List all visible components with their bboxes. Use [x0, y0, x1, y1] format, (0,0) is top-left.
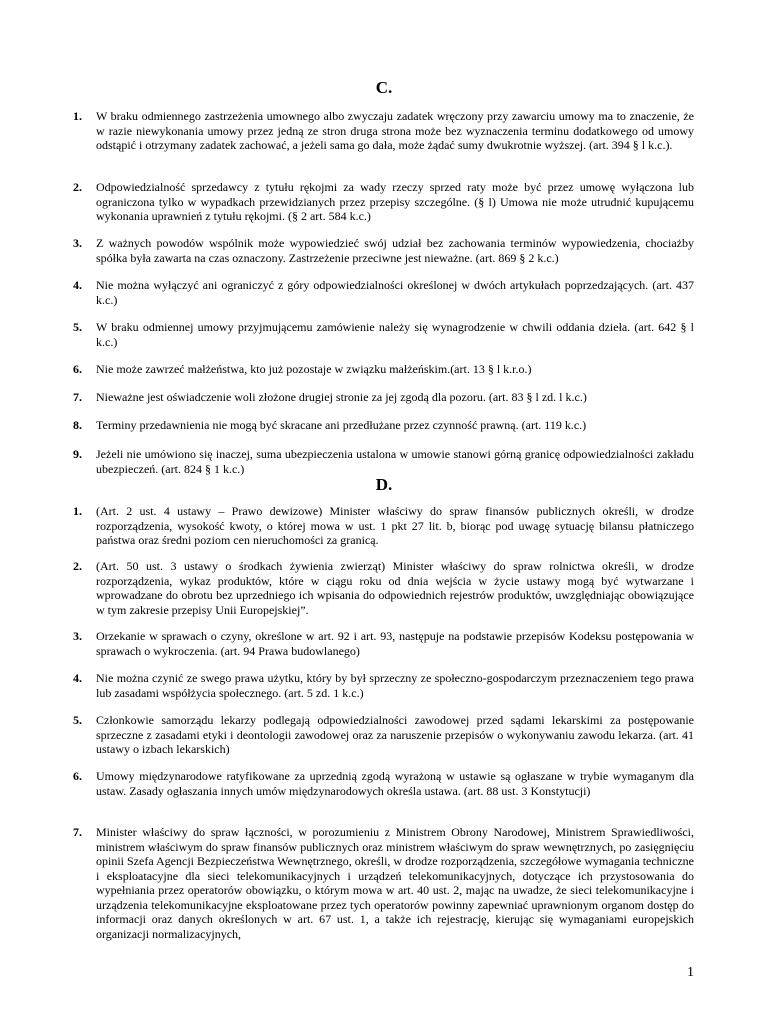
item-number: 7. — [73, 390, 82, 404]
item-text: Orzekanie w sprawach o czyny, określone w art. 92 i art. 93, następuje na podstawie przepisów Kodeksu postępowania w sprawach o wykroczenia. (art. 94 Prawa budowlanego) — [96, 629, 694, 658]
section-title-d: D. — [375, 475, 393, 494]
item-number: 4. — [73, 278, 82, 292]
item-number: 9. — [73, 447, 82, 461]
item-number: 1. — [73, 504, 82, 518]
item-text: W braku odmiennej umowy przyjmującemu zamówienie należy się wynagrodzenie w chwili oddania dzieła. (art. 642 § l k.c.) — [96, 320, 694, 349]
item-text: Umowy międzynarodowe ratyfikowane za uprzednią zgodą wyrażoną w ustawie są ogłaszane w trybie wymaganym dla ustaw. Zasady ogłaszania innych umów międzynarodowych określa ustawa. (art. 88 ust. 3 Konstytucji) — [96, 769, 694, 798]
item-text: Jeżeli nie umówiono się inaczej, suma ubezpieczenia ustalona w umowie stanowi górną granicę odpowiedzialności zakładu ubezpieczeń. (art. 824 § 1 k.c.) — [96, 447, 694, 476]
item-number: 6. — [73, 362, 82, 376]
item-text: Nie można wyłączyć ani ograniczyć z góry odpowiedzialności określonej w dwóch artykułach poprzedzających. (art. 437 k.c.) — [96, 278, 694, 307]
item-text: Odpowiedzialność sprzedawcy z tytułu rękojmi za wady rzeczy sprzed raty może być przez umowę wyłączona lub ograniczona tylko w wypadkach przewidzianych przez przepisy szczególne. (§ l) Umowa nie może utrudnić kupującemu wykonania uprawnień z tytułu rękojmi. (§ 2 art. 584 k.c.) — [96, 180, 694, 223]
section-title-c: C. — [375, 78, 393, 97]
item-text: Minister właściwy do spraw łączności, w porozumieniu z Ministrem Obrony Narodowej, Ministrem Sprawiedliwości, ministrem właściwym do spraw finansów publicznych oraz ministrem właściwym do spraw wewnętrznych, po zasięgnięciu opinii Szefa Agencji Bezpieczeństwa Wewnętrznego, określi, w drodze rozporządzenia, szczegółowe wymagania techniczne i eksploatacyjne dla sieci telekomunikacyjnych i urządzeń telekomunikacyjnych, dotyczące ich przystosowania do wypełniania przez operatorów obowiązku, o którym mowa w art. 40 ust. 2, mając na uwadze, że sieci telekomunikacyjne i urządzenia telekomunikacyjne eksploatowane przez tych operatorów powinny zapewniać uprawnionym organom dostęp do informacji oraz danych określonych w art. 67 ust. 1, a także ich rejestrację, kierując się wymaganiami europejskich organizacji normalizacyjnych, — [96, 825, 694, 941]
item-text: Nieważne jest oświadczenie woli złożone drugiej stronie za jej zgodą dla pozoru. (art. 83 § l zd. l k.c.) — [96, 390, 587, 404]
item-number: 2. — [73, 559, 82, 573]
item-text: Członkowie samorządu lekarzy podlegają odpowiedzialności zawodowej przed sądami lekarskimi za postępowanie sprzeczne z zasadami etyki i deontologii zawodowej oraz za naruszenie przepisów o wykonywaniu zawodu lekarza. (art. 41 ustawy o izbach lekarskich) — [96, 713, 694, 756]
item-number: 6. — [73, 769, 82, 783]
item-text: (Art. 2 ust. 4 ustawy – Prawo dewizowe) Minister właściwy do spraw finansów publicznych określi, w drodze rozporządzenia, wysokość kwoty, o której mowa w ust. 1 pkt 27 lit. b, biorąc pod uwagę sytuację bilansu płatniczego państwa oraz średni poziom cen nieruchomości za granicą. — [96, 504, 694, 547]
item-text: (Art. 50 ust. 3 ustawy o środkach żywienia zwierząt) Minister właściwy do spraw rolnictwa określi, w drodze rozporządzenia, wykaz produktów, które w ciągu roku od dnia wejścia w życie ustawy mogą być wytwarzane i wprowadzane do obrotu bez uprzedniego ich wpisania do odpowiednich rejestrów produktów, uwzględniając obowiązujące w tym zakresie przepisy Unii Europejskiej”. — [96, 559, 694, 617]
item-number: 2. — [73, 180, 82, 194]
item-text: W braku odmiennego zastrzeżenia umownego albo zwyczaju zadatek wręczony przy zawarciu umowy ma to znaczenie, że w razie niewykonania umowy przez jedną ze stron druga strona może bez wyznaczenia terminu dodatkowego od umowy odstąpić i otrzymany zadatek zachować, a jeżeli sama go dała, może żądać sumy dwukrotnie wyższej. (art. 394 § l k.c.). — [96, 109, 694, 152]
page-number: 1 — [687, 965, 694, 980]
item-number: 3. — [73, 236, 82, 250]
item-text: Nie może zawrzeć małżeństwa, kto już pozostaje w związku małżeńskim.(art. 13 § l k.r.o.) — [96, 362, 532, 376]
item-text: Terminy przedawnienia nie mogą być skracane ani przedłużane przez czynność prawną. (art. 119 k.c.) — [96, 418, 587, 432]
item-number: 7. — [73, 825, 82, 839]
item-text: Nie można czynić ze swego prawa użytku, który by był sprzeczny ze społeczno-gospodarczym przeznaczeniem tego prawa lub zasadami współżycia społecznego. (art. 5 zd. 1 k.c.) — [96, 671, 694, 700]
item-text: Z ważnych powodów wspólnik może wypowiedzieć swój udział bez zachowania terminów wypowiedzenia, chociażby spółka była zawarta na czas oznaczony. Zastrzeżenie przeciwne jest nieważne. (art. 869 § 2 k.c.) — [96, 236, 694, 265]
item-number: 3. — [73, 629, 82, 643]
item-number: 5. — [73, 320, 82, 334]
item-number: 8. — [73, 418, 82, 432]
item-number: 5. — [73, 713, 82, 727]
item-number: 4. — [73, 671, 82, 685]
item-number: 1. — [73, 109, 82, 123]
